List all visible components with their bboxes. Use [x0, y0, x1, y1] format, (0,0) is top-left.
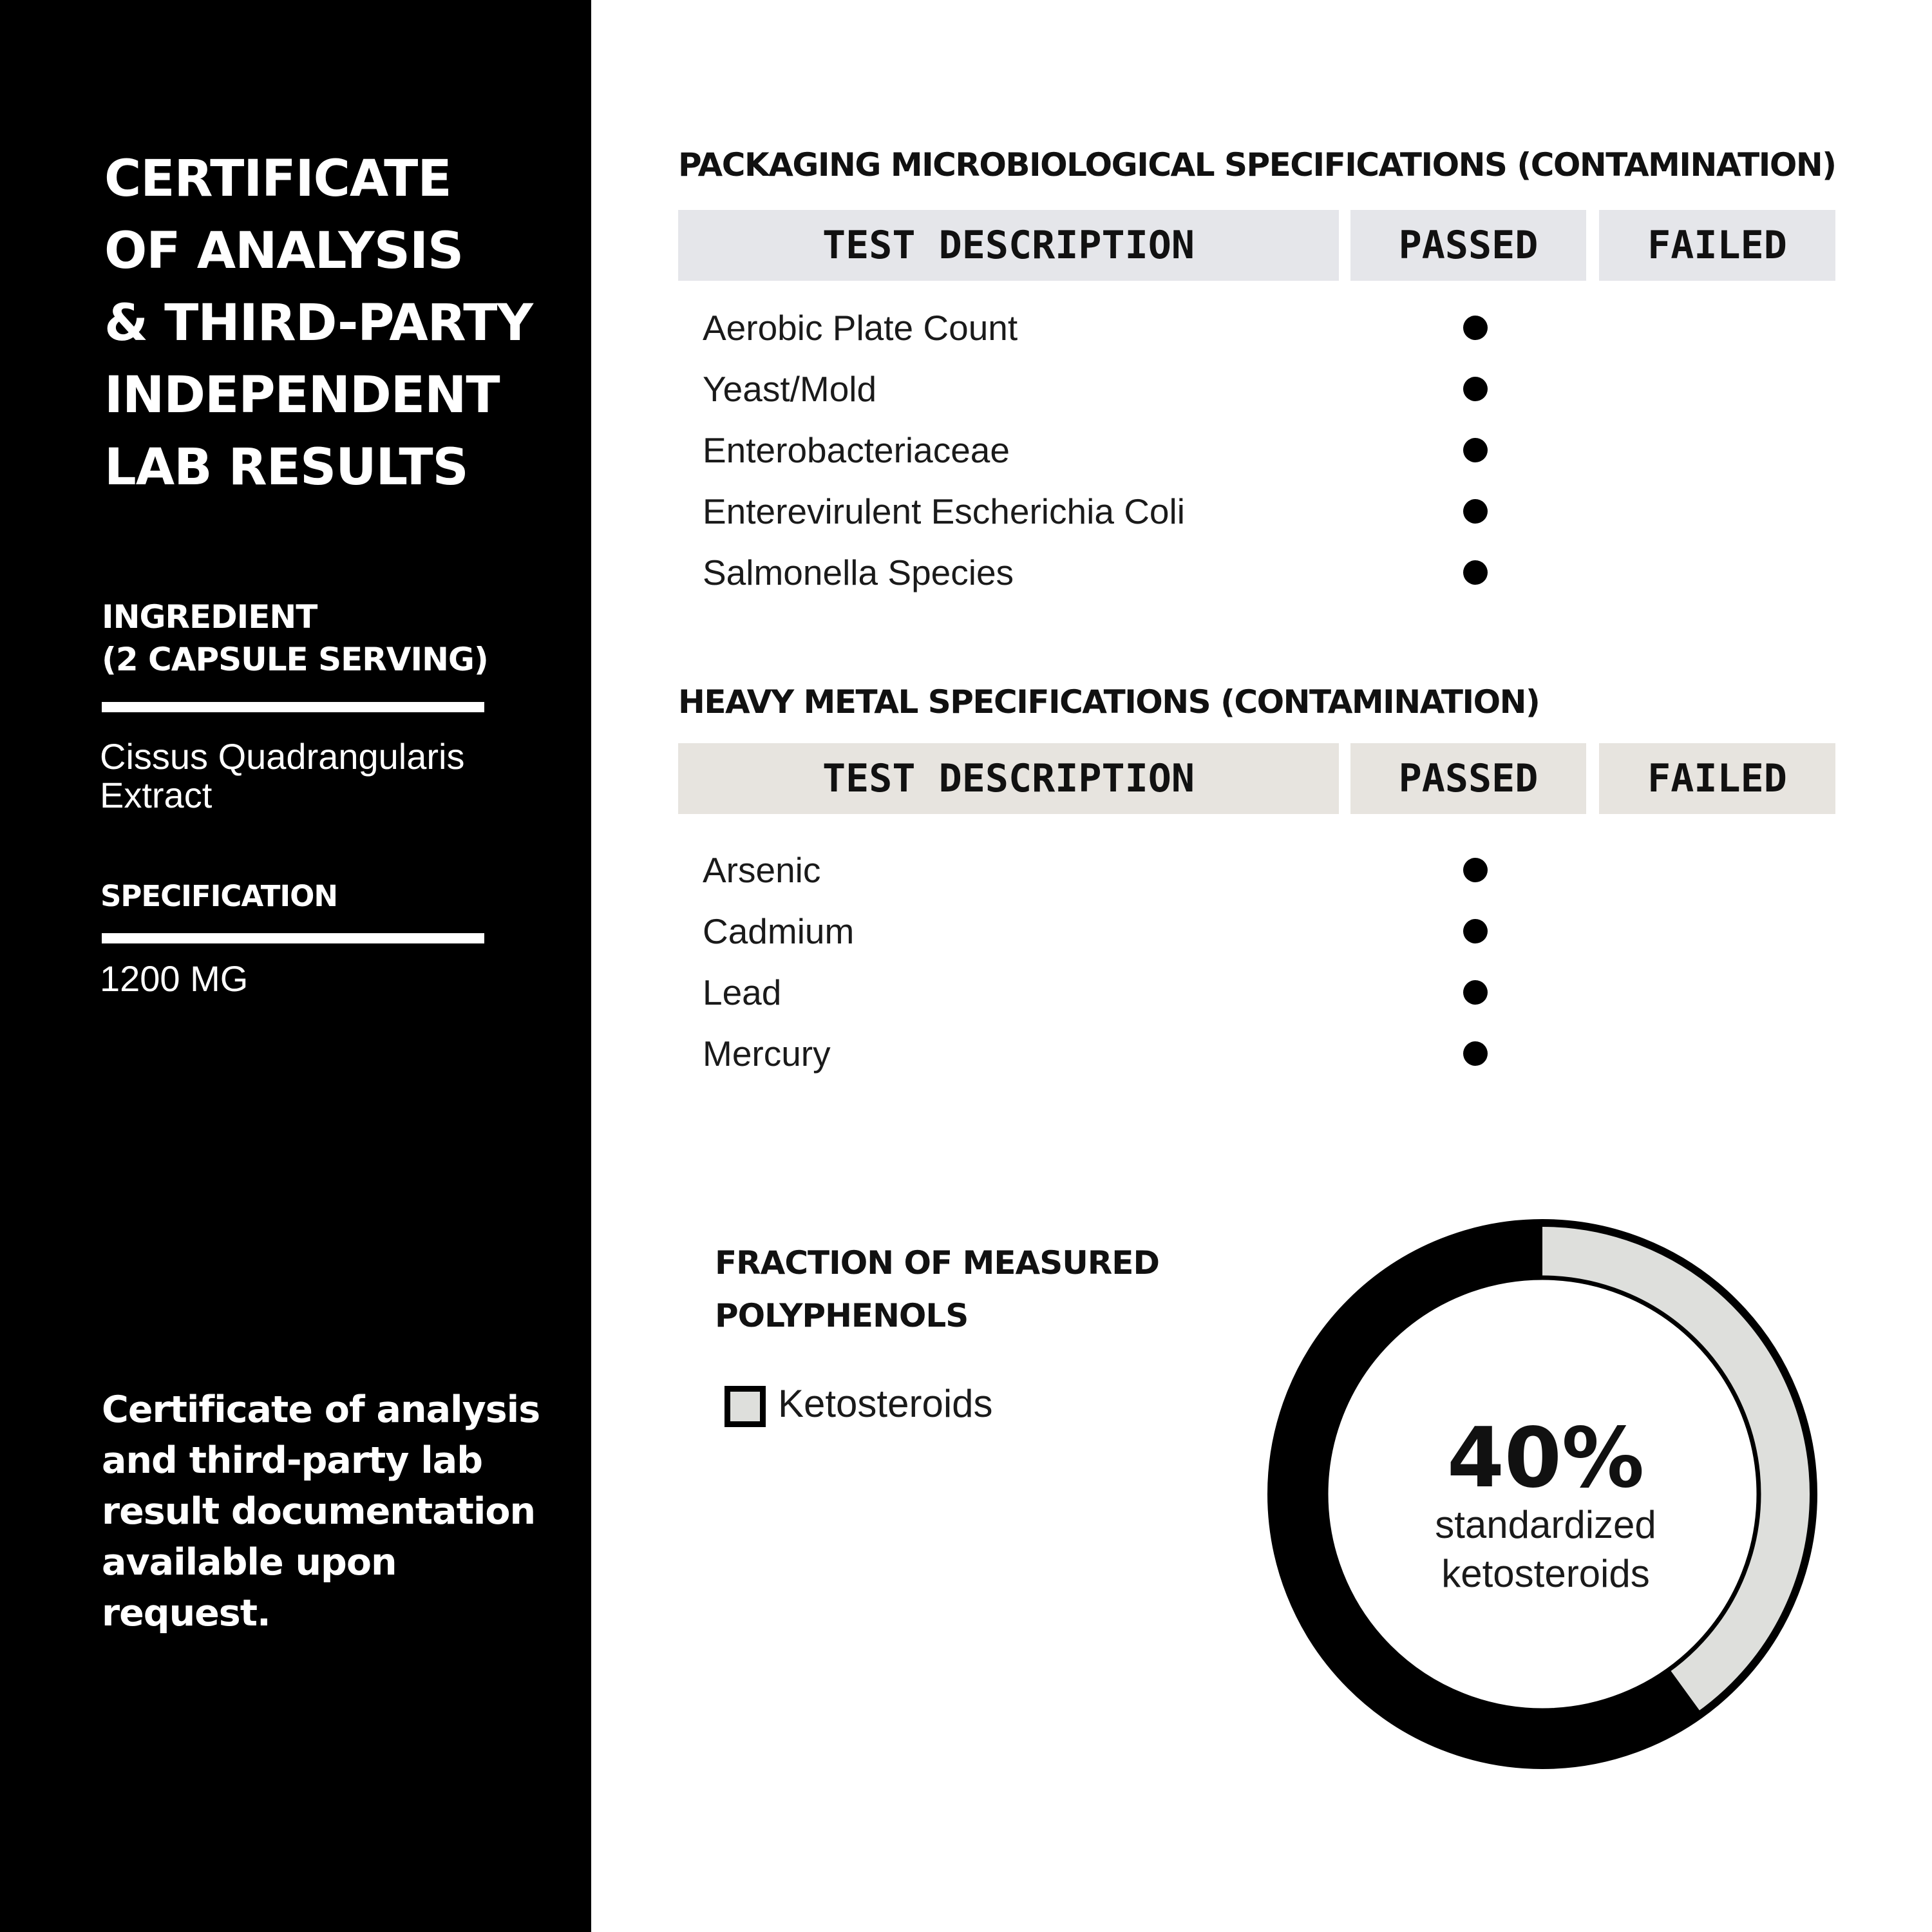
table-row	[678, 481, 1835, 542]
header-test-description: TEST DESCRIPTION	[678, 743, 1339, 814]
table-row	[678, 962, 1835, 1023]
micro-table-header	[678, 210, 1835, 281]
table-row	[678, 542, 1835, 603]
table-row	[678, 298, 1835, 359]
test-description: Arsenic	[703, 850, 821, 890]
test-description: Enterevirulent Escherichia Coli	[703, 491, 1185, 531]
test-description: Cadmium	[703, 911, 855, 951]
passed-dot-icon	[1463, 919, 1488, 943]
header-failed: FAILED	[1599, 743, 1835, 814]
percent-value: 40%	[1446, 1410, 1645, 1506]
passed-dot-icon	[1463, 560, 1488, 585]
table-row	[678, 840, 1835, 901]
header-passed: PASSED	[1350, 743, 1586, 814]
test-description: Enterobacteriaceae	[703, 430, 1010, 470]
legend-label: Ketosteroids	[778, 1382, 993, 1425]
specification-divider	[102, 933, 484, 943]
micro-table-body	[678, 298, 1835, 603]
passed-dot-icon	[1463, 377, 1488, 401]
header-passed: PASSED	[1350, 210, 1586, 281]
legend-swatch	[724, 1386, 766, 1427]
fraction-title: FRACTION OF MEASURED POLYPHENOLS	[715, 1244, 1159, 1334]
header-failed: FAILED	[1599, 210, 1835, 281]
metals-table-body	[678, 840, 1835, 1084]
header-test-description: TEST DESCRIPTION	[678, 210, 1339, 281]
metals-section-title: HEAVY METAL SPECIFICATIONS (CONTAMINATION)	[678, 683, 1540, 721]
availability-note: Certificate of analysis and third-party lab result documentation available upon request.	[102, 1388, 540, 1634]
test-description: Lead	[703, 972, 782, 1012]
percent-caption: standardized ketosteroids	[1435, 1503, 1656, 1595]
metals-table-header	[678, 743, 1835, 814]
ingredient-divider	[102, 702, 484, 712]
ingredient-label: INGREDIENT (2 CAPSULE SERVING)	[102, 598, 488, 678]
passed-dot-icon	[1463, 858, 1488, 882]
passed-dot-icon	[1463, 316, 1488, 340]
passed-dot-icon	[1463, 980, 1488, 1005]
specification-label: SPECIFICATION	[100, 879, 338, 913]
micro-section-title: PACKAGING MICROBIOLOGICAL SPECIFICATIONS (CONTAMINATION)	[678, 146, 1836, 184]
sidebar	[0, 0, 591, 1932]
passed-dot-icon	[1463, 1041, 1488, 1066]
table-row	[678, 1023, 1835, 1084]
table-row	[678, 420, 1835, 481]
test-description: Mercury	[703, 1034, 831, 1074]
passed-dot-icon	[1463, 499, 1488, 524]
table-row	[678, 359, 1835, 420]
specification-value: 1200 MG	[100, 958, 249, 999]
table-row	[678, 901, 1835, 962]
test-description: Yeast/Mold	[703, 369, 877, 409]
passed-dot-icon	[1463, 438, 1488, 462]
test-description: Aerobic Plate Count	[703, 308, 1018, 348]
test-description: Salmonella Species	[703, 553, 1014, 592]
ingredient-value: Cissus Quadrangularis Extract	[100, 736, 465, 815]
page-title: CERTIFICATE OF ANALYSIS & THIRD-PARTY INDEPENDENT LAB RESULTS	[104, 150, 533, 497]
